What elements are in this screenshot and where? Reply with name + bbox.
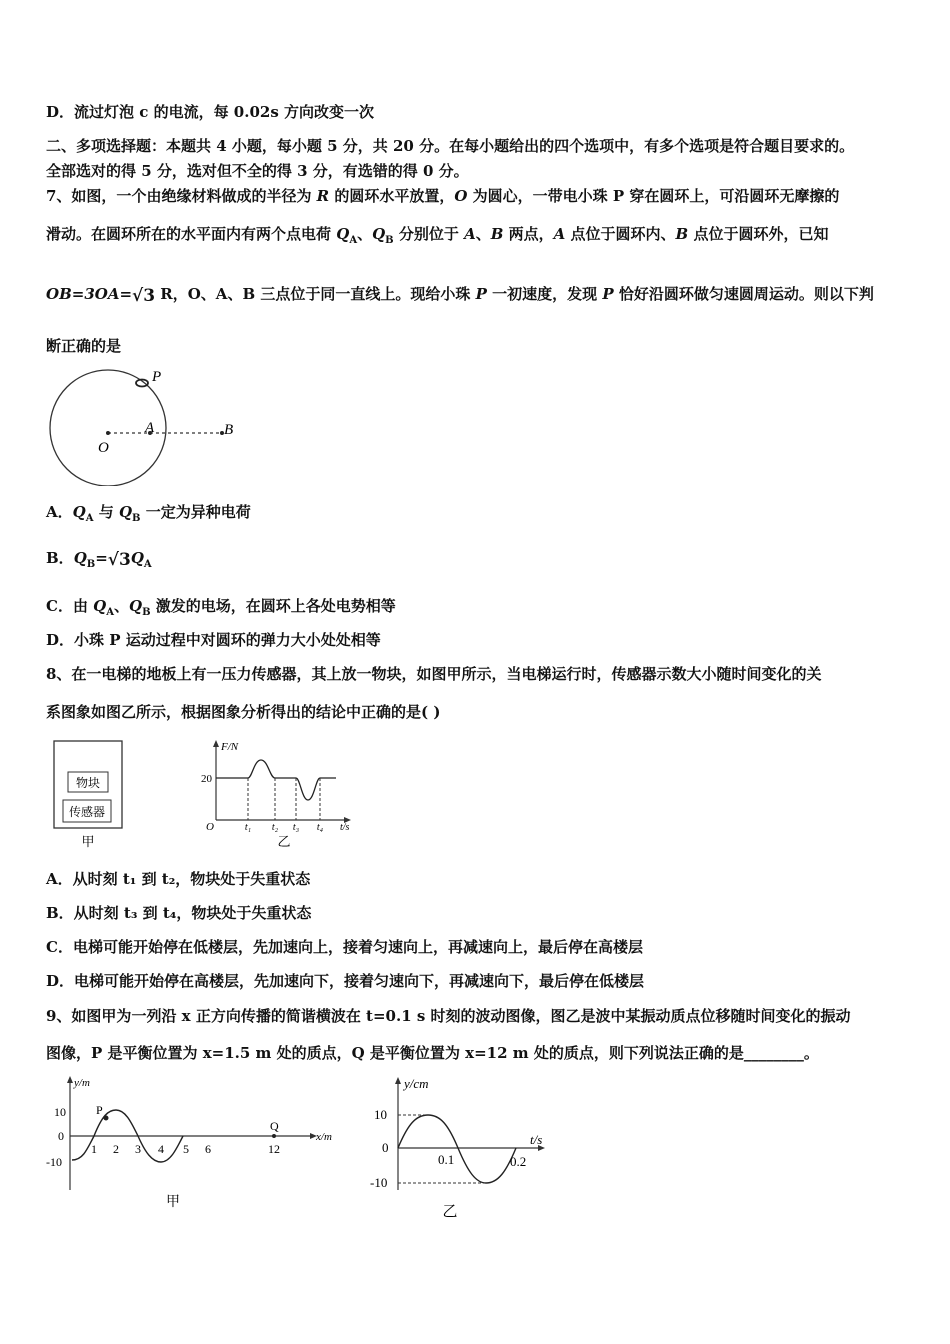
q8-option-d: D．电梯可能开始停在高楼层，先加速向下，接着匀速向下，再减速向下，最后停在低楼层 [46,972,645,990]
q7-ring-figure [46,366,246,486]
y-label: F/N [221,741,239,753]
y-tick-20: 20 [201,773,212,785]
fig-label-yi: 乙 [442,1204,458,1220]
x-tick-6: 6 [205,1142,211,1156]
label-o: O [98,440,109,456]
y-tick-10: 10 [374,1107,387,1122]
x-label: t/s [530,1132,543,1147]
q7-line4: 断正确的是 [46,337,122,355]
y-arrow [213,740,219,747]
point-p [104,1116,109,1121]
q7-line1: 7、如图，一个由绝缘材料做成的半径为 R 的圆环水平放置，O 为圆心，一带电小珠 P 穿在圆环上，可沿圆环无摩擦的 [46,187,840,205]
origin-label: O [206,821,214,833]
q7-option-a: A．$Q_A$ 与 $Q_B$ 一定为异种电荷 [46,503,251,524]
q9-line2: 图像，P 是平衡位置为 x=1.5 m 处的质点，Q 是平衡位置为 x=12 m 处的质点，则下列说法正确的是________。 [46,1044,819,1062]
x-tick-2: 2 [113,1142,119,1156]
tick-t1: t₁ [244,822,252,833]
q8-figure-jia [50,738,130,854]
q8-line1: 8、在一电梯的地板上有一压力传感器，其上放一物块，如图甲所示，当电梯运行时，传感器示数大小随时间变化的关 [46,665,822,683]
q7-line2: 滑动。在圆环所在的水平面内有两个点电荷 $Q_A$、$Q_B$ 分别位于 A、B 两点，A 点位于圆环内、B 点位于圆环外，已知 [46,225,829,246]
x-tick-4: 4 [158,1142,164,1156]
section-header-line2: 全部选对的得 5 分，选对但不全的得 3 分，有选错的得 0 分。 [46,162,469,180]
x-tick-1: 1 [91,1142,97,1156]
x-tick-12: 12 [268,1142,280,1156]
q8-option-b: B．从时刻 t₃ 到 t₄，物块处于失重状态 [46,904,312,922]
tick-t2: t₂ [271,822,279,833]
y-arrow [395,1077,401,1084]
label-p: P [96,1103,103,1117]
y-label: y/cm [404,1076,429,1091]
sensor-label: 传感器 [68,805,106,819]
y-tick-0: 0 [382,1140,389,1155]
label-q: Q [270,1119,279,1133]
q7-option-b: B．$Q_B=√3Q_A$ [46,549,152,570]
q8-option-c: C．电梯可能开始停在低楼层，先加速向上，接着匀速向上，再减速向上，最后停在高楼层 [46,938,643,956]
block-label: 物块 [75,776,101,790]
y-label: y/m [74,1077,90,1089]
point-o [106,431,110,435]
y-tick-0: 0 [58,1129,64,1143]
q9-figure-jia [40,1072,350,1212]
tick-t3: t₃ [292,822,300,833]
x-label: t/s [340,822,350,833]
fig-label-jia: 甲 [81,834,95,849]
label-a: A [145,420,155,436]
q8-option-a: A．从时刻 t₁ 到 t₂，物块处于失重状态 [46,870,311,888]
t-tick-02: 0.2 [510,1154,527,1169]
fig-label-yi: 乙 [277,834,291,849]
t-tick-01: 0.1 [438,1152,455,1167]
x-label: x/m [316,1131,332,1143]
q9-figure-yi [362,1072,562,1222]
q7-option-d: D．小珠 P 运动过程中对圆环的弹力大小处处相等 [46,631,381,649]
y-tick-m10: -10 [46,1155,62,1169]
q8-line2: 系图象如图乙所示，根据图象分析得出的结论中正确的是( ) [46,703,441,721]
q7-option-c: C．由 $Q_A$、$Q_B$ 激发的电场，在圆环上各处电势相等 [46,597,396,618]
tick-t4: t₄ [316,822,324,833]
section-header-line1: 二、多项选择题：本题共 4 小题，每小题 5 分，共 20 分。在每小题给出的四个选项中，有多个选项是符合题目要求的。 [46,137,855,155]
x-tick-3: 3 [135,1142,141,1156]
x-tick-5: 5 [183,1142,189,1156]
label-p: P [152,369,162,385]
y-tick-m10: -10 [370,1175,388,1190]
force-curve [216,760,336,800]
q9-line1: 9、如图甲为一列沿 x 正方向传播的简谐横波在 t=0.1 s 时刻的波动图像，图乙是波中某振动质点位移随时间变化的振动 [46,1007,851,1025]
y-tick-10: 10 [54,1105,66,1119]
oscillation-curve [398,1115,516,1183]
point-q [272,1134,276,1138]
y-arrow [67,1076,73,1083]
label-b: B [224,422,234,438]
prev-option-d: D．流过灯泡 c 的电流，每 0.02s 方向改变一次 [46,103,375,121]
fig-label-jia: 甲 [166,1195,180,1210]
q7-line3: OB=3OA=√3 R，O、A、B 三点位于同一直线上。现给小珠 P 一初速度，发现 P 恰好沿圆环做匀速圆周运动。则以下判 [46,285,874,306]
q8-figure-yi [196,738,366,854]
